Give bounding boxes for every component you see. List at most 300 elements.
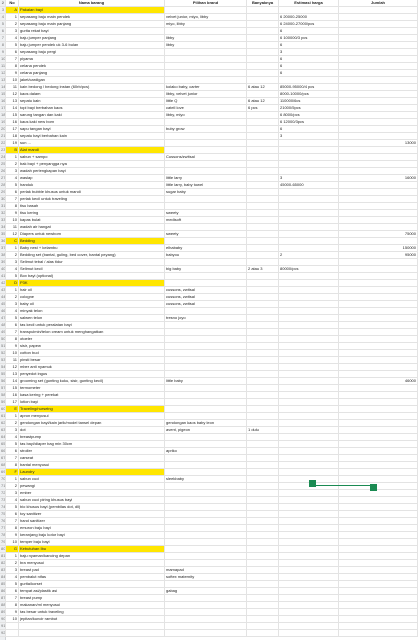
cell-brand[interactable] (165, 168, 247, 174)
cell-name[interactable]: wadah perlengkapan bayi (19, 168, 165, 174)
cell-total[interactable] (339, 553, 418, 559)
cell-total[interactable] (339, 203, 418, 209)
cell-total[interactable] (339, 574, 418, 580)
row-number[interactable]: 52 (1, 350, 6, 355)
cell-qty[interactable] (247, 616, 279, 622)
cell-no[interactable]: 2 (6, 483, 19, 489)
cell-brand[interactable] (165, 357, 247, 363)
cell-no[interactable]: 1 (6, 476, 19, 482)
row-number[interactable]: 70 (1, 476, 6, 481)
cell-total[interactable] (339, 315, 418, 321)
cell-total[interactable] (339, 238, 418, 244)
cell-total[interactable] (339, 595, 418, 601)
row-number[interactable]: 16 (1, 98, 6, 103)
row-number[interactable]: 54 (1, 364, 6, 369)
cell-name[interactable]: Traveling/nurseing (19, 406, 165, 412)
cell-qty[interactable] (247, 602, 279, 608)
cell-name[interactable]: apron menyusui (19, 413, 165, 419)
cell-no[interactable]: 17 (6, 126, 19, 132)
row-number[interactable]: 60 (1, 406, 6, 411)
cell-name[interactable]: sepasang baju main pendek (19, 14, 165, 20)
cell-brand[interactable] (165, 525, 247, 531)
cell-total[interactable] (339, 511, 418, 517)
row-number[interactable]: 45 (1, 301, 6, 306)
cell-total[interactable] (339, 336, 418, 342)
cell-total[interactable] (339, 406, 418, 412)
cell-no[interactable]: 8 (6, 203, 19, 209)
cell-price[interactable] (279, 238, 339, 244)
cell-brand[interactable] (165, 602, 247, 608)
cell-brand[interactable]: gabag (165, 588, 247, 594)
cell-total[interactable] (339, 84, 418, 90)
row-number[interactable]: 58 (1, 392, 6, 397)
cell-name[interactable]: pembalut nifas (19, 574, 165, 580)
cell-no[interactable]: 4 (6, 175, 19, 181)
cell-brand[interactable]: gendongan kaos baby leon (165, 420, 247, 426)
cell-brand[interactable] (165, 140, 247, 146)
cell-qty[interactable] (247, 462, 279, 468)
cell-qty[interactable] (247, 217, 279, 223)
cell-no[interactable]: 12 (6, 364, 19, 370)
row-number[interactable]: 39 (1, 259, 6, 264)
cell-brand[interactable]: sugar baby (165, 189, 247, 195)
row-number[interactable]: 62 (1, 420, 6, 425)
cell-no[interactable]: 1 (6, 14, 19, 20)
cell-no[interactable]: 1 (6, 287, 19, 293)
cell-name[interactable]: waslap (19, 175, 165, 181)
cell-qty[interactable] (247, 504, 279, 510)
cell-no[interactable]: 2 (6, 294, 19, 300)
cell-name[interactable]: pinsti besar (19, 357, 165, 363)
cell-price[interactable] (279, 623, 339, 629)
cell-name[interactable]: Pakaian bayi (19, 7, 165, 13)
cell-name[interactable]: perlak bubble khusus untuk mandi (19, 189, 165, 195)
cell-brand[interactable] (165, 539, 247, 545)
row-number[interactable]: 57 (1, 385, 6, 390)
cell-price[interactable] (279, 406, 339, 412)
cell-qty[interactable] (247, 630, 279, 636)
cell-no[interactable]: 9 (6, 609, 19, 615)
cell-price[interactable]: 6 (279, 28, 339, 34)
cell-price[interactable]: 110000/6cs (279, 98, 339, 104)
cell-brand[interactable]: velvet junior, miyo, libby (165, 14, 247, 20)
cell-qty[interactable] (247, 301, 279, 307)
cell-price[interactable] (279, 315, 339, 321)
cell-qty[interactable] (247, 322, 279, 328)
cell-qty[interactable] (247, 350, 279, 356)
cell-no[interactable]: 10 (6, 350, 19, 356)
cell-no[interactable]: E (6, 406, 19, 412)
cell-price[interactable] (279, 553, 339, 559)
row-number[interactable]: 7 (1, 35, 4, 40)
cell-no[interactable]: 1 (6, 154, 19, 160)
cell-no[interactable]: F (6, 469, 19, 475)
cell-total[interactable] (339, 273, 418, 279)
row-number[interactable]: 2 (1, 0, 4, 5)
cell-qty[interactable] (247, 434, 279, 440)
selection-handle-end[interactable] (370, 484, 377, 491)
cell-qty[interactable] (247, 455, 279, 461)
row-number[interactable]: 24 (1, 154, 6, 159)
cell-no[interactable]: A (6, 7, 19, 13)
row-number[interactable]: 23 (1, 147, 6, 152)
cell-price[interactable]: 6 (279, 63, 339, 69)
cell-brand[interactable] (165, 196, 247, 202)
cell-price[interactable] (279, 420, 339, 426)
cell-price[interactable] (279, 469, 339, 475)
row-number[interactable]: 69 (1, 469, 6, 474)
cell-total[interactable] (339, 434, 418, 440)
cell-brand[interactable] (165, 504, 247, 510)
cell-brand[interactable]: little larry (165, 175, 247, 181)
cell-no[interactable]: 13 (6, 371, 19, 377)
cell-brand[interactable] (165, 385, 247, 391)
cell-price[interactable] (279, 329, 339, 335)
cell-brand[interactable] (165, 273, 247, 279)
cell-total[interactable] (339, 217, 418, 223)
cell-no[interactable]: 6 (6, 588, 19, 594)
cell-name[interactable]: Bedding (19, 238, 165, 244)
row-number[interactable]: 68 (1, 462, 6, 467)
cell-qty[interactable] (247, 147, 279, 153)
row-number[interactable]: 43 (1, 287, 6, 292)
cell-price[interactable] (279, 574, 339, 580)
cell-qty[interactable] (247, 273, 279, 279)
cell-name[interactable]: perlak kecil untuk traveling (19, 196, 165, 202)
cell-total[interactable] (339, 63, 418, 69)
row-number[interactable]: 59 (1, 399, 6, 404)
row-number[interactable]: 46 (1, 308, 6, 313)
cell-no[interactable]: 7 (6, 595, 19, 601)
cell-total[interactable] (339, 168, 418, 174)
cell-price[interactable] (279, 630, 339, 636)
cell-brand[interactable] (165, 56, 247, 62)
cell-total[interactable] (339, 357, 418, 363)
cell-price[interactable] (279, 343, 339, 349)
cell-qty[interactable]: 6 pcs (247, 105, 279, 111)
cell-name[interactable]: baby oil (19, 301, 165, 307)
cell-brand[interactable] (165, 224, 247, 230)
cell-name[interactable]: gurita/korset (19, 581, 165, 587)
cell-total[interactable] (339, 623, 418, 629)
cell-price[interactable]: 6 12000/3pcs (279, 119, 339, 125)
cell-name[interactable]: piyama (19, 56, 165, 62)
cell-qty[interactable] (247, 574, 279, 580)
cell-name[interactable]: tisu kering (19, 210, 165, 216)
cell-no[interactable]: 6 (6, 322, 19, 328)
selection-handle-start[interactable] (309, 480, 316, 487)
cell-no[interactable]: 6 (6, 49, 19, 55)
cell-name[interactable]: sarung tangan dan kaki (19, 112, 165, 118)
cell-price[interactable] (279, 413, 339, 419)
cell-name[interactable]: sun ... (19, 140, 165, 146)
cell-total[interactable] (339, 385, 418, 391)
row-number[interactable]: 76 (1, 518, 6, 523)
row-number[interactable]: 13 (1, 77, 6, 82)
row-number[interactable]: 10 (1, 56, 6, 61)
cell-total[interactable] (339, 420, 418, 426)
row-number[interactable]: 28 (1, 182, 6, 187)
cell-qty[interactable] (247, 28, 279, 34)
cell-brand[interactable] (165, 119, 247, 125)
cell-price[interactable] (279, 196, 339, 202)
cell-brand[interactable] (165, 161, 247, 167)
cell-no[interactable]: 15 (6, 112, 19, 118)
cell-total[interactable] (339, 126, 418, 132)
cell-brand[interactable] (165, 630, 247, 636)
cell-name[interactable]: kain bedong / bedong instan (60rb/pcs) (19, 84, 165, 90)
cell-qty[interactable] (247, 245, 279, 251)
cell-qty[interactable] (247, 385, 279, 391)
cell-qty[interactable] (247, 154, 279, 160)
cell-price[interactable]: 6 100000/3 pcs (279, 35, 339, 41)
cell-no[interactable]: D (6, 280, 19, 286)
cell-qty[interactable] (247, 42, 279, 48)
header-total[interactable]: Jumlah (339, 0, 418, 6)
header-brand[interactable]: Pilihan brand (165, 0, 247, 6)
cell-name[interactable]: salwen telon (19, 315, 165, 321)
row-number[interactable]: 3 (1, 7, 4, 12)
cell-price[interactable] (279, 455, 339, 461)
row-number[interactable]: 92 (1, 630, 6, 635)
cell-qty[interactable] (247, 406, 279, 412)
cell-no[interactable]: 2 (6, 420, 19, 426)
cell-price[interactable] (279, 441, 339, 447)
cell-total[interactable] (339, 455, 418, 461)
cell-qty[interactable] (247, 259, 279, 265)
cell-price[interactable] (279, 245, 339, 251)
cell-price[interactable] (279, 448, 339, 454)
row-number[interactable]: 77 (1, 525, 6, 530)
cell-brand[interactable]: kolako baby, carter (165, 84, 247, 90)
cell-qty[interactable] (247, 7, 279, 13)
cell-no[interactable]: C (6, 238, 19, 244)
row-number[interactable]: 73 (1, 497, 6, 502)
cell-brand[interactable]: little Q (165, 98, 247, 104)
cell-no[interactable]: 3 (6, 567, 19, 573)
cell-name[interactable]: dot (19, 427, 165, 433)
row-number[interactable]: 42 (1, 280, 6, 285)
cell-total[interactable] (339, 322, 418, 328)
cell-brand[interactable] (165, 581, 247, 587)
cell-qty[interactable] (247, 126, 279, 132)
cell-name[interactable]: hair oil (19, 287, 165, 293)
cell-qty[interactable] (247, 21, 279, 27)
cell-name[interactable]: makanan/ml menyusui (19, 602, 165, 608)
cell-qty[interactable] (247, 609, 279, 615)
cell-price[interactable] (279, 336, 339, 342)
cell-qty[interactable] (247, 511, 279, 517)
cell-brand[interactable] (165, 329, 247, 335)
row-number[interactable]: 51 (1, 343, 6, 348)
cell-price[interactable] (279, 168, 339, 174)
cell-qty[interactable]: 2 atau 3 (247, 266, 279, 272)
cell-total[interactable] (339, 259, 418, 265)
cell-total[interactable] (339, 287, 418, 293)
cell-name[interactable]: sepasang baju pergi (19, 49, 165, 55)
cell-no[interactable]: 10 (6, 539, 19, 545)
row-number[interactable]: 35 (1, 231, 6, 236)
cell-total[interactable] (339, 581, 418, 587)
cell-total[interactable] (339, 490, 418, 496)
cell-price[interactable] (279, 602, 339, 608)
cell-total[interactable] (339, 539, 418, 545)
cell-brand[interactable] (165, 336, 247, 342)
cell-qty[interactable] (247, 441, 279, 447)
cell-price[interactable]: 6 24000-27000/pcs (279, 21, 339, 27)
cell-no[interactable]: 4 (6, 434, 19, 440)
cell-name[interactable]: sabun cuci piring khusus bayi (19, 497, 165, 503)
cell-total[interactable]: 75000 (339, 231, 418, 237)
cell-price[interactable] (279, 588, 339, 594)
cell-no[interactable]: G (6, 546, 19, 552)
cell-total[interactable] (339, 329, 418, 335)
cell-brand[interactable] (165, 350, 247, 356)
row-number[interactable]: 30 (1, 196, 6, 201)
cell-total[interactable] (339, 609, 418, 615)
cell-no[interactable]: 4 (6, 497, 19, 503)
cell-no[interactable]: 6 (6, 511, 19, 517)
cell-qty[interactable] (247, 91, 279, 97)
cell-qty[interactable] (247, 553, 279, 559)
cell-brand[interactable] (165, 77, 247, 83)
cell-total[interactable] (339, 70, 418, 76)
cell-price[interactable] (279, 210, 339, 216)
cell-no[interactable]: 10 (6, 616, 19, 622)
cell-total[interactable] (339, 133, 418, 139)
cell-name[interactable]: sapu tangan bayi (19, 126, 165, 132)
cell-total[interactable] (339, 210, 418, 216)
cell-name[interactable]: sepasang baju main panjang (19, 21, 165, 27)
cell-qty[interactable] (247, 196, 279, 202)
cell-price[interactable] (279, 189, 339, 195)
cell-qty[interactable] (247, 469, 279, 475)
cell-name[interactable]: kapas bulat (19, 217, 165, 223)
cell-total[interactable] (339, 546, 418, 552)
cell-name[interactable]: pewangi (19, 483, 165, 489)
header-name[interactable]: Nama barang (19, 0, 165, 6)
cell-total[interactable] (339, 441, 418, 447)
cell-no[interactable]: 8 (6, 602, 19, 608)
row-number[interactable]: 27 (1, 175, 6, 180)
cell-price[interactable]: 6 (279, 70, 339, 76)
cell-brand[interactable] (165, 518, 247, 524)
cell-price[interactable] (279, 154, 339, 160)
cell-price[interactable]: 6 (279, 126, 339, 132)
cell-no[interactable]: 8 (6, 525, 19, 531)
cell-brand[interactable] (165, 511, 247, 517)
cell-price[interactable] (279, 378, 339, 384)
cell-brand[interactable]: mamapad (165, 567, 247, 573)
cell-no[interactable]: 9 (6, 532, 19, 538)
cell-total[interactable] (339, 266, 418, 272)
cell-no[interactable]: 10 (6, 77, 19, 83)
row-number[interactable]: 5 (1, 21, 4, 26)
row-number[interactable]: 84 (1, 574, 6, 579)
cell-brand[interactable]: cussons, zwitsal (165, 294, 247, 300)
cell-no[interactable]: 5 (6, 581, 19, 587)
cell-name[interactable]: tas kecil untuk peralatan bayi (19, 322, 165, 328)
row-number[interactable]: 74 (1, 504, 6, 509)
cell-brand[interactable] (165, 553, 247, 559)
cell-qty[interactable] (247, 70, 279, 76)
cell-price[interactable] (279, 511, 339, 517)
cell-total[interactable]: 46000 (339, 378, 418, 384)
cell-total[interactable] (339, 413, 418, 419)
cell-no[interactable]: 13 (6, 98, 19, 104)
cell-qty[interactable] (247, 56, 279, 62)
cell-qty[interactable] (247, 378, 279, 384)
row-number[interactable]: 19 (1, 119, 6, 124)
cell-total[interactable]: 13000 (339, 140, 418, 146)
cell-total[interactable] (339, 182, 418, 188)
cell-brand[interactable] (165, 203, 247, 209)
row-number[interactable]: 34 (1, 224, 6, 229)
cell-brand[interactable]: sweety (165, 210, 247, 216)
cell-qty[interactable] (247, 392, 279, 398)
cell-no[interactable]: 18 (6, 133, 19, 139)
cell-qty[interactable] (247, 399, 279, 405)
cell-total[interactable] (339, 567, 418, 573)
cell-brand[interactable] (165, 483, 247, 489)
cell-no[interactable]: 19 (6, 140, 19, 146)
cell-brand[interactable]: babyou (165, 252, 247, 258)
cell-no[interactable]: 7 (6, 56, 19, 62)
cell-brand[interactable]: sleekbaby (165, 476, 247, 482)
row-number[interactable]: 32 (1, 210, 6, 215)
cell-qty[interactable] (247, 532, 279, 538)
row-number[interactable]: 87 (1, 595, 6, 600)
cell-price[interactable] (279, 357, 339, 363)
cell-name[interactable]: gurita rekat bayi (19, 28, 165, 34)
cell-brand[interactable] (165, 280, 247, 286)
cell-brand[interactable] (165, 238, 247, 244)
row-number[interactable]: 4 (1, 14, 4, 19)
row-number[interactable]: 81 (1, 553, 6, 558)
row-number[interactable]: 90 (1, 616, 6, 621)
row-number[interactable]: 49 (1, 329, 6, 334)
cell-no[interactable] (6, 623, 19, 629)
cell-qty[interactable] (247, 420, 279, 426)
cell-qty[interactable] (247, 448, 279, 454)
cell-total[interactable] (339, 588, 418, 594)
cell-price[interactable] (279, 161, 339, 167)
cell-name[interactable]: penyedot ingus (19, 371, 165, 377)
cell-price[interactable] (279, 322, 339, 328)
cell-qty[interactable] (247, 238, 279, 244)
cell-name[interactable]: otoeler (19, 336, 165, 342)
cell-price[interactable] (279, 504, 339, 510)
cell-price[interactable]: 6 (279, 56, 339, 62)
cell-no[interactable]: 11 (6, 84, 19, 90)
row-number[interactable]: 12 (1, 70, 6, 75)
cell-qty[interactable] (247, 364, 279, 370)
cell-qty[interactable]: 6 atau 12 (247, 98, 279, 104)
cell-brand[interactable] (165, 623, 247, 629)
cell-name[interactable]: Bedding set (bantal, guling, bed cover, bantal peyang) (19, 252, 165, 258)
row-number[interactable]: 65 (1, 441, 6, 446)
cell-no[interactable]: 8 (6, 63, 19, 69)
cell-total[interactable] (339, 476, 418, 482)
cell-name[interactable]: bra menyusui (19, 560, 165, 566)
cell-brand[interactable] (165, 434, 247, 440)
cell-price[interactable] (279, 567, 339, 573)
cell-no[interactable]: 2 (6, 252, 19, 258)
cell-total[interactable] (339, 308, 418, 314)
cell-no[interactable]: 11 (6, 357, 19, 363)
cell-brand[interactable]: cussons, zwitsal (165, 287, 247, 293)
row-number[interactable]: 31 (1, 203, 6, 208)
